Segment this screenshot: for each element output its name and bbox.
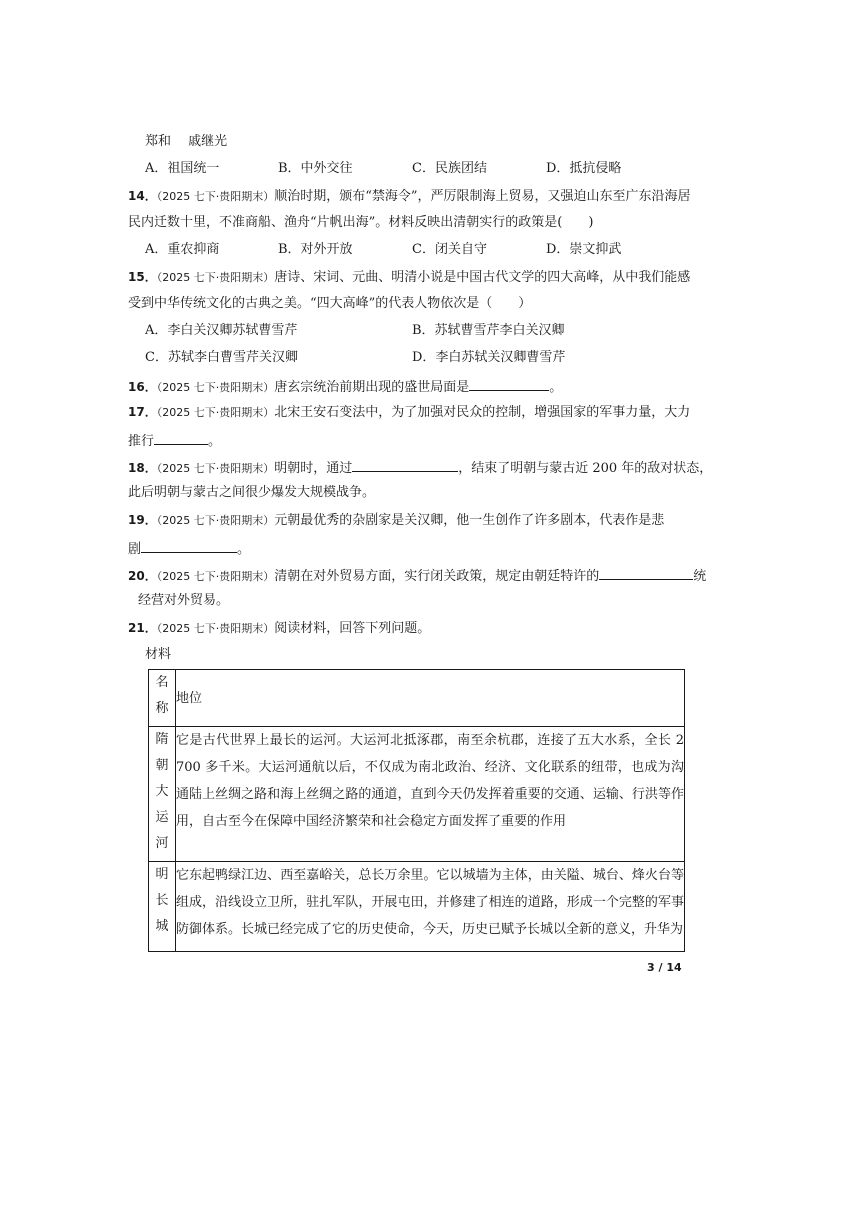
q16-end: 。 [549, 380, 563, 395]
material-label: 材料 [145, 647, 172, 662]
q13-option-d[interactable]: D．抵抗侵略 [546, 161, 622, 176]
q13-option-a[interactable]: A．祖国统一 [145, 161, 220, 176]
q19-line2 [128, 538, 250, 559]
q20-line2: 经营对外贸易。 [138, 593, 230, 608]
q18-source: （2025 七下·贵阳期末） [156, 462, 275, 475]
q19-source: （2025 七下·贵阳期末） [156, 514, 275, 527]
table-header-row [149, 670, 685, 727]
q19-line1 [128, 511, 664, 530]
q20-answer-blank[interactable] [599, 565, 693, 580]
q21-source: （2025 七下·贵阳期末） [156, 622, 275, 635]
q13-option-c[interactable]: C．民族团结 [412, 161, 487, 176]
q19-end: 。 [237, 542, 251, 557]
q17-pre: 推行 [128, 434, 155, 449]
q13-option-b[interactable]: B．中外交往 [278, 161, 353, 176]
q16-number: 16． [128, 380, 157, 394]
q17-answer-blank[interactable] [154, 430, 208, 445]
row-text: 它东起鸭绿江边、西至嘉峪关，总长万余里。它以城墙为主体，由关隘、城台、烽火台等组成，沿线设立卫所，驻扎军队，开展屯田，并修建了相连的道路，形成一个完整的军事防御体系。长城已经完成了它的历史使命，今天，历史已赋予长城以全新的意义，升华为 [176, 868, 684, 937]
q17-text: 北宋王安石变法中，为了加强对民众的控制，增强国家的军事力量，大力 [274, 405, 691, 420]
q14-line2: 民内迁数十里，不准商船、渔舟“片帆出海”。材料反映出清朝实行的政策是( ) [128, 215, 594, 230]
q19-text: 元朝最优秀的杂剧家是关汉卿，他一生创作了许多剧本，代表作是悲 [274, 513, 665, 528]
header-status-cell [176, 670, 685, 727]
row-name: 明 长 城 [155, 867, 169, 934]
material-table [148, 669, 685, 952]
row-name: 隋 朝 大 运 河 [155, 732, 169, 851]
page-number: 3 / 14 [647, 961, 682, 974]
q18-answer-blank[interactable] [352, 457, 458, 472]
q21-line [128, 619, 430, 638]
row-text: 它是古代世界上最长的运河。大运河北抵涿郡，南至余杭郡，连接了五大水系，全长 2 700 多千米。大运河通航以后，不仅成为南北政治、经济、文化联系的纽带，也成为沟通陆上丝绸之路和海上丝绸之路的通道，直到今天仍发挥着重要的交通、运输、行洪等作用，自古至今在保障中国经济繁荣和社会稳定方面发挥了重要的作用 [176, 733, 684, 829]
q17-line2 [128, 430, 221, 451]
q18-line2: 此后明朝与蒙古之间很少爆发大规模战争。 [128, 485, 376, 500]
q14-option-b[interactable]: B．对外开放 [278, 242, 353, 257]
q15-option-a[interactable]: A．李白关汉卿苏轼曹雪芹 [145, 323, 298, 338]
q19-number: 19． [128, 513, 157, 527]
table-row [149, 862, 685, 952]
q14-option-d[interactable]: D．崇文抑武 [546, 242, 622, 257]
q15-option-c[interactable]: C．苏轼李白曹雪芹关汉卿 [145, 350, 298, 365]
q17-line1 [128, 403, 690, 422]
row-name-cell [149, 862, 176, 952]
q20-number: 20． [128, 569, 157, 583]
q16-source: （2025 七下·贵阳期末） [156, 381, 275, 394]
q14-option-c[interactable]: C．闭关自守 [412, 242, 487, 257]
q15-line1 [128, 268, 690, 287]
q20-source: （2025 七下·贵阳期末） [156, 570, 275, 583]
q15-option-b[interactable]: B．苏轼曹雪芹李白关汉卿 [412, 323, 565, 338]
q15-option-d[interactable]: D．李白苏轼关汉卿曹雪芹 [412, 350, 566, 365]
q20-post: 统 [693, 569, 707, 584]
header-status: 地位 [176, 690, 203, 706]
q17-number: 17． [128, 405, 157, 419]
q16-line [128, 376, 562, 397]
q19-pre: 剧 [128, 542, 142, 557]
q15-line2: 受到中华传统文化的古典之美。“四大高峰”的代表人物依次是（ ） [128, 296, 532, 311]
row-name-cell [149, 727, 176, 862]
q16-text: 唐玄宗统治前期出现的盛世局面是 [274, 380, 470, 395]
q17-end: 。 [208, 434, 222, 449]
q15-text: 唐诗、宋词、元曲、明清小说是中国古代文学的四大高峰，从中我们能感 [274, 270, 691, 285]
q14-text: 顺治时期，颁布“禁海令”，严厉限制海上贸易，又强迫山东至广东沿海居 [274, 189, 691, 204]
q14-option-a[interactable]: A．重农抑商 [145, 242, 220, 257]
q19-answer-blank[interactable] [141, 538, 237, 553]
q17-source: （2025 七下·贵阳期末） [156, 406, 275, 419]
q20-line1 [128, 565, 706, 586]
q18-line1 [128, 457, 712, 478]
q21-number: 21． [128, 621, 157, 635]
row-text-cell [176, 727, 685, 862]
table-row [149, 727, 685, 862]
q18-number: 18． [128, 461, 157, 475]
q15-number: 15． [128, 270, 157, 284]
q14-source: （2025 七下·贵阳期末） [156, 190, 275, 203]
row-text-cell [176, 862, 685, 952]
q14-number: 14． [128, 189, 157, 203]
header-name-cell [149, 670, 176, 727]
q18-pre: 明朝时，通过 [274, 461, 353, 476]
q20-pre: 清朝在对外贸易方面，实行闭关政策，规定由朝廷特许的 [274, 569, 600, 584]
q16-answer-blank[interactable] [469, 376, 549, 391]
q13-names: 郑和 戚继光 [145, 134, 228, 149]
q14-line1 [128, 187, 691, 206]
q21-text: 阅读材料，回答下列问题。 [274, 621, 431, 636]
header-name: 名 称 [155, 675, 169, 716]
q18-post: ，结束了明朝与蒙古近 200 年的敌对状态， [458, 461, 713, 476]
q15-source: （2025 七下·贵阳期末） [156, 271, 275, 284]
